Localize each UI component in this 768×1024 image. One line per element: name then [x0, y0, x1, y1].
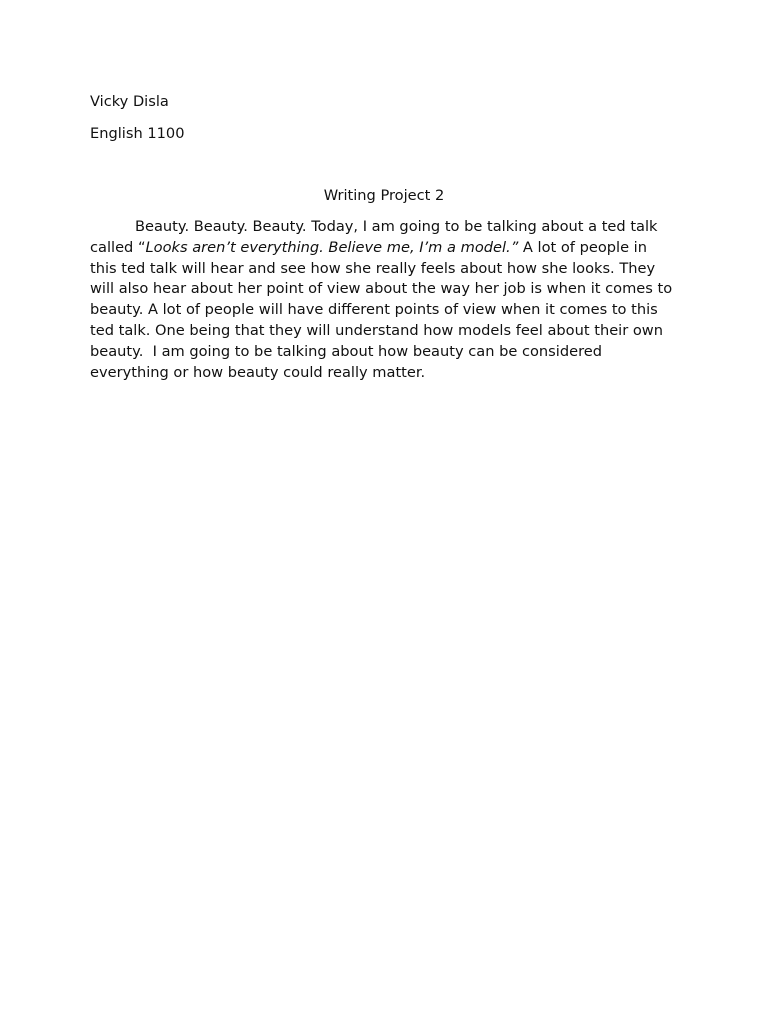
- paragraph-lead-text: Beauty. Beauty. Beauty. Today, I am going to be talking about a ted talk called “: [90, 218, 658, 256]
- body-paragraph: [90, 217, 678, 383]
- paragraph-rest-text: A lot of people in this ted talk will hear and see how she really feels about how she looks. They will also hear about her point of view about the way her job is when it comes to beauty. A lot of people will have different points of view when it comes to this ted talk. One being that they will understand how models feel about their own beauty. I am going to be talking about how beauty can be considered everything or how beauty could really matter.: [90, 238, 673, 381]
- course-name: English 1100: [90, 125, 185, 142]
- author-name: Vicky Disla: [90, 93, 169, 110]
- ted-talk-title: Looks aren’t everything. Believe me, I’m a model.”: [145, 238, 519, 256]
- document-title: Writing Project 2: [323, 187, 445, 204]
